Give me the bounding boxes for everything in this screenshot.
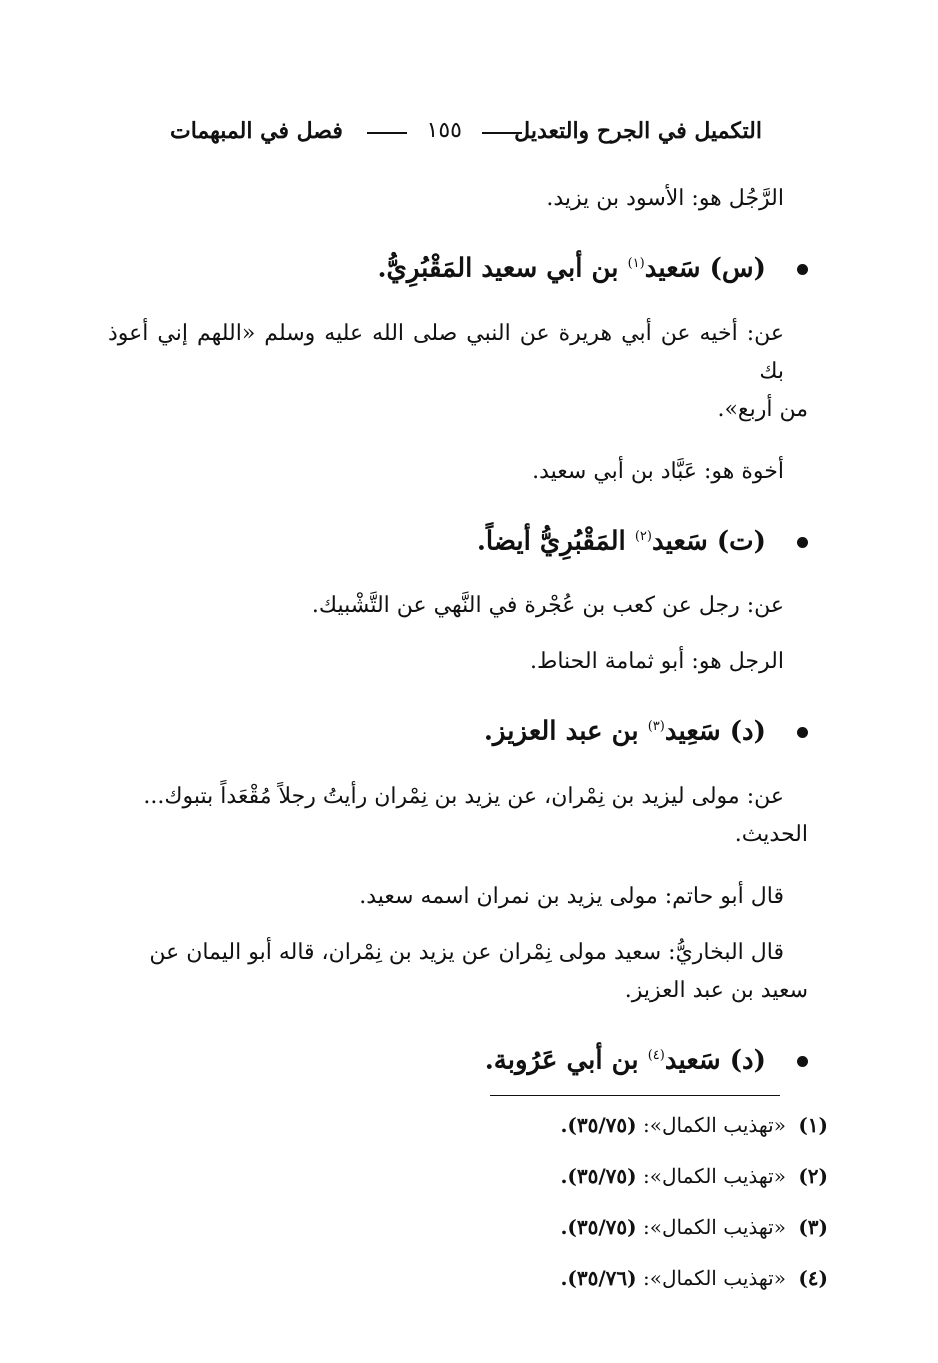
footnote-reference: (٣٥/٧٥). — [560, 1164, 637, 1188]
main-text — [108, 180, 808, 1107]
entry-rest: بن عبد العزيز. — [483, 716, 639, 747]
text-line: عن: رجل عن كعب بن عُجْرة في النَّهي عن التَّشْبيك. — [311, 593, 784, 619]
text-line: الرَّجُل هو: الأسود بن يزيد. — [546, 186, 784, 211]
entry-name: سَعِيد — [664, 716, 721, 747]
entry-rest: بن أبي سعيد المَقْبُرِيُّ. — [377, 253, 619, 284]
entry-siglum: (س) — [709, 253, 766, 284]
bullet-icon — [797, 1056, 808, 1067]
section-title: فصل في المبهمات — [170, 118, 343, 144]
entry-siglum: (د) — [729, 1045, 766, 1076]
entry-name: سَعيد — [651, 526, 708, 557]
footnote — [428, 1112, 828, 1138]
bullet-icon — [797, 727, 808, 738]
header-rule — [367, 132, 407, 134]
bullet-icon — [797, 264, 808, 275]
bullet-icon — [797, 537, 808, 548]
footnote-number: (٤) — [798, 1266, 828, 1290]
header-rule — [482, 132, 522, 134]
footnote-reference: (٣٥/٧٥). — [560, 1113, 637, 1137]
paragraph-continuation: الحديث. — [734, 821, 808, 847]
narrator-entry — [108, 1036, 808, 1081]
footnote-text: «تهذيب الكمال»: — [643, 1164, 786, 1188]
entry-rest: المَقْبُرِيُّ أيضاً. — [476, 526, 626, 557]
narrator-entry — [108, 244, 808, 289]
entry-name: سَعيد — [664, 1045, 721, 1076]
footnote-text: «تهذيب الكمال»: — [643, 1266, 786, 1290]
footnotes — [428, 1112, 828, 1316]
footnote-reference: (٣٥/٧٥). — [560, 1215, 637, 1239]
paragraph-continuation: سعيد بن عبد العزيز. — [624, 977, 808, 1003]
text-line: الرجل هو: أبو ثمامة الحناط. — [530, 649, 784, 675]
text-line: قال أبو حاتم: مولى يزيد بن نمران اسمه سعيد. — [359, 883, 784, 909]
paragraph — [108, 934, 808, 1010]
footnote-number: (٢) — [798, 1164, 828, 1188]
text-line: أخوة هو: عَبَّاد بن أبي سعيد. — [532, 458, 784, 484]
entry-rest: بن أبي عَرُوبة. — [484, 1045, 639, 1076]
footnote-marker: (٤) — [647, 1047, 665, 1063]
footnote — [428, 1214, 828, 1240]
paragraph-continuation: من أربع». — [717, 396, 808, 422]
footnote-marker: (٢) — [634, 528, 652, 544]
footnote-number: (١) — [798, 1113, 828, 1137]
footnote-reference: (٣٥/٧٦). — [560, 1266, 637, 1290]
entry-siglum: (د) — [729, 716, 766, 747]
entry-name: سَعيد — [644, 253, 701, 284]
paragraph-first-line: قال البخاريُّ: سعيد مولى نِمْران عن يزيد بن نِمْران، قاله أبو اليمان عن — [149, 939, 784, 965]
paragraph — [108, 778, 808, 854]
paragraph-first-line: عن: مولى ليزيد بن نِمْران، عن يزيد بن نِمْران رأيتُ رجلاً مُقْعَداً بتبوك... — [143, 783, 784, 809]
page-number: ١٥٥ — [426, 118, 462, 143]
footnote-marker: (١) — [627, 256, 645, 271]
footnote-divider — [490, 1095, 780, 1096]
narrator-entry — [108, 517, 808, 562]
footnote-number: (٣) — [798, 1215, 828, 1239]
footnote — [428, 1163, 828, 1189]
running-header — [170, 118, 762, 158]
footnote-marker: (٣) — [647, 719, 665, 735]
footnote-text: «تهذيب الكمال»: — [643, 1113, 786, 1137]
footnote — [428, 1265, 828, 1291]
book-title: التكميل في الجرح والتعديل — [514, 118, 762, 144]
footnote-text: «تهذيب الكمال»: — [643, 1215, 786, 1239]
entry-siglum: (ت) — [716, 526, 766, 557]
paragraph — [108, 315, 808, 429]
narrator-entry — [108, 707, 808, 752]
paragraph-first-line: عن: أخيه عن أبي هريرة عن النبي صلى الله عليه وسلم «اللهم إني أعوذ بك — [108, 320, 784, 384]
